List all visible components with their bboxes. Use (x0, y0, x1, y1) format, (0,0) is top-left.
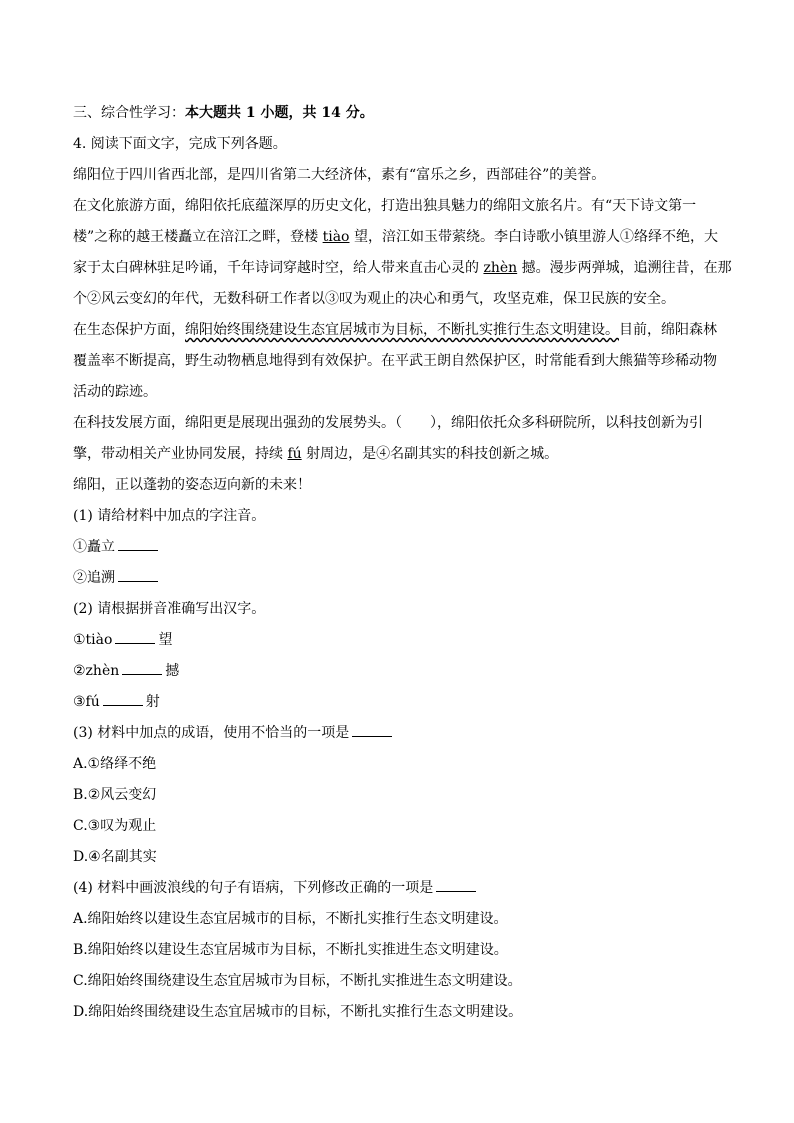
option-b[interactable]: B.②风云变幻 (73, 787, 157, 803)
passage-text: 射周边，是④名副其实的科技创新之城。 (301, 446, 559, 462)
answer-blank[interactable] (118, 567, 158, 582)
item-suffix: 射 (145, 694, 160, 710)
sub-question-1-item-1 (73, 532, 723, 563)
sub-question-4-prompt (73, 873, 723, 904)
option-c[interactable]: C.绵阳始终围绕建设生态宜居城市为目标，不断扎实推进生态文明建设。 (73, 973, 522, 989)
prompt-text: (4) 材料中画波浪线的句子有语病，下列修改正确的一项是 (73, 880, 434, 896)
sub-question-2-item-2 (73, 656, 723, 687)
answer-blank[interactable] (118, 536, 158, 551)
option-b[interactable]: B.绵阳始终以建设生态宜居城市为目标，不断扎实推进生态文明建设。 (73, 942, 508, 958)
passage-text: 家于太白碑林驻足吟诵，千年诗词穿越时空，给人带来直击心灵的 (73, 260, 484, 276)
pinyin-tiao: tiào (322, 229, 350, 245)
passage-paragraph-2-line-2 (73, 222, 723, 253)
option-d[interactable]: D.绵阳始终围绕建设生态宜居城市的目标，不断扎实推行生态文明建设。 (73, 1004, 523, 1020)
passage-paragraph-1: 绵阳位于四川省西北部，是四川省第二大经济体，素有“富乐之乡，西部硅谷”的美誉。 (73, 167, 606, 183)
answer-blank[interactable] (103, 691, 143, 706)
option-a[interactable]: A.①络绎不绝 (73, 756, 157, 772)
sub-question-1-item-2 (73, 563, 723, 594)
passage-paragraph-3-line-3: 活动的踪迹。 (73, 384, 157, 400)
passage-paragraph-3-line-1 (73, 315, 723, 346)
answer-blank[interactable] (352, 722, 392, 737)
passage-paragraph-2-line-1: 在文化旅游方面，绵阳依托底蕴深厚的历史文化，打造出独具魅力的绵阳文旅名片。有“天下诗文第一 (73, 198, 697, 214)
answer-blank[interactable] (115, 629, 155, 644)
sub-question-2-item-3 (73, 687, 723, 718)
passage-text: 目前，绵阳森林 (619, 322, 717, 338)
passage-paragraph-2-line-4: 个②风云变幻的年代，无数科研工作者以③叹为观止的决心和勇气，攻坚克难，保卫民族的安全。 (73, 291, 675, 307)
reading-passage (73, 160, 732, 501)
passage-paragraph-4-line-1: 在科技发展方面，绵阳更是展现出强劲的发展势头。（ ），绵阳依托众多科研院所，以科技创新为引 (73, 415, 703, 431)
item-label: ①tiào (73, 632, 113, 648)
prompt-text: (3) 材料中加点的成语，使用不恰当的一项是 (73, 725, 350, 741)
sub-question-3-prompt (73, 718, 723, 749)
item-label: ②追溯 (73, 570, 115, 586)
passage-paragraph-4-line-2 (73, 439, 723, 470)
item-label: ①矗立 (73, 539, 115, 555)
answer-blank[interactable] (436, 877, 476, 892)
option-c[interactable]: C.③叹为观止 (73, 818, 157, 834)
answer-blank[interactable] (122, 660, 162, 675)
passage-text: 擎，带动相关产业协同发展，持续 (73, 446, 288, 462)
passage-paragraph-3-line-2: 覆盖率不断提高，野生动物栖息地得到有效保护。在平武王朗自然保护区，时常能看到大熊猫等珍稀动物 (73, 353, 717, 369)
passage-text: 望，涪江如玉带萦绕。李白诗歌小镇里游人①络绎不绝，大 (349, 229, 718, 245)
wavy-underlined-sentence: 绵阳始终围绕建设生态宜居城市为目标，不断扎实推行生态文明建设。 (185, 322, 619, 338)
passage-paragraph-5: 绵阳，正以蓬勃的姿态迈向新的未来！ (73, 477, 311, 493)
sub-question-1-prompt: (1) 请给材料中加点的字注音。 (73, 508, 266, 524)
passage-text: 在生态保护方面， (73, 322, 185, 338)
pinyin-fu: fú (287, 446, 302, 462)
section-heading (73, 98, 723, 129)
sub-question-2-prompt: (2) 请根据拼音准确写出汉字。 (73, 601, 266, 617)
item-label: ②zhèn (73, 663, 120, 679)
sub-question-2-item-1 (73, 625, 723, 656)
question-intro: 4. 阅读下面文字，完成下列各题。 (73, 136, 287, 152)
passage-paragraph-2-line-3 (73, 253, 732, 284)
option-d[interactable]: D.④名副其实 (73, 849, 157, 865)
passage-text: 撼。漫步两弹城，追溯往昔，在那 (517, 260, 732, 276)
pinyin-zhen: zhèn (483, 260, 518, 276)
item-suffix: 撼 (165, 663, 180, 679)
section-heading-score: 本大题共 1 小题，共 14 分。 (185, 105, 374, 121)
item-label: ③fú (73, 694, 100, 710)
exam-page (73, 98, 732, 1028)
item-suffix: 望 (158, 632, 173, 648)
passage-text: 楼”之称的越王楼矗立在涪江之畔，登楼 (73, 229, 323, 245)
section-heading-prefix: 三、综合性学习： (73, 105, 185, 121)
option-a[interactable]: A.绵阳始终以建设生态宜居城市的目标，不断扎实推行生态文明建设。 (73, 911, 508, 927)
